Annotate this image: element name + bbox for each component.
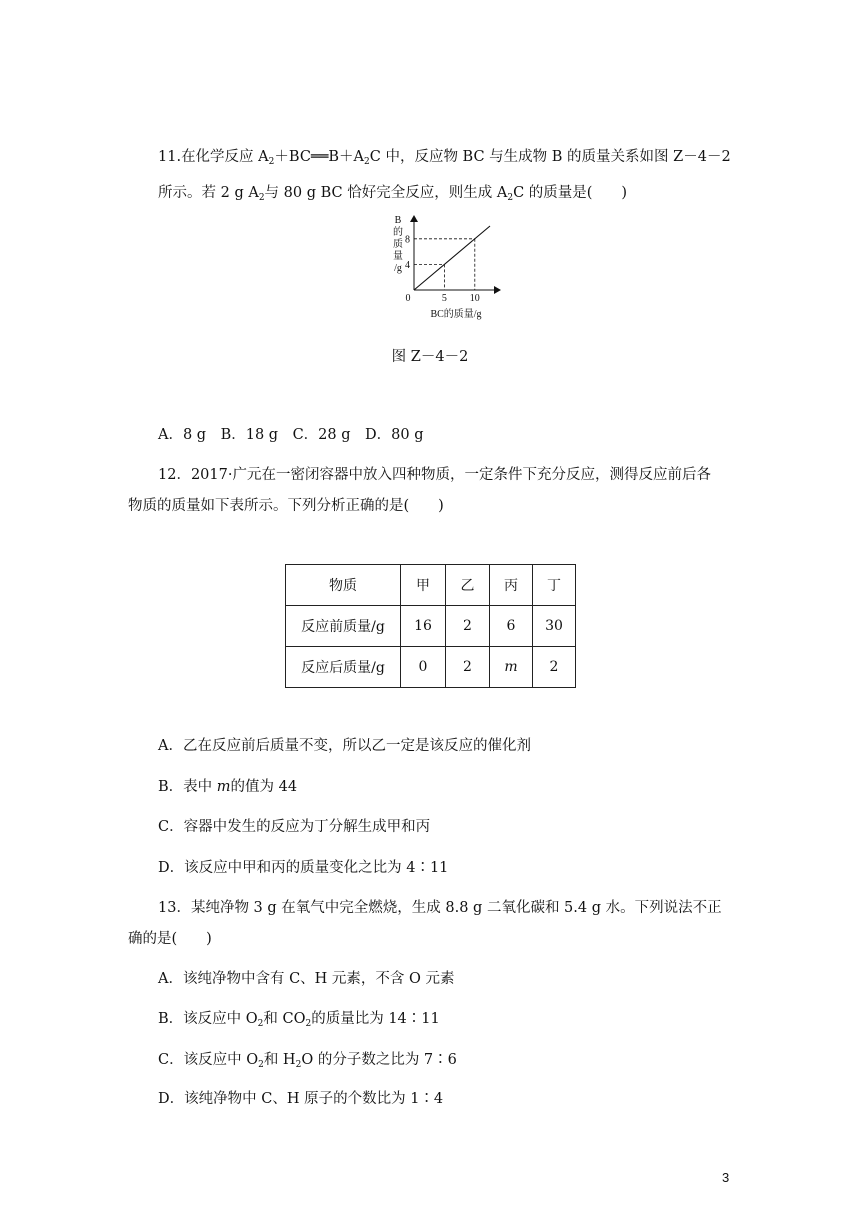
mass-table bbox=[285, 564, 576, 688]
question-13-option-a: A．该纯净物中含有 C、H 元素，不含 O 元素 bbox=[158, 971, 455, 987]
table-header-cell: 乙 bbox=[446, 565, 490, 606]
table-cell: 0 bbox=[401, 647, 446, 688]
table-header-cell: 甲 bbox=[401, 565, 446, 606]
question-12-option-c: C．容器中发生的反应为丁分解生成甲和丙 bbox=[158, 819, 431, 835]
y-tick-label: 8 bbox=[405, 234, 410, 246]
question-12-stem-line2: 物质的质量如下表所示。下列分析正确的是( ) bbox=[128, 498, 444, 514]
question-12-option-a: A．乙在反应前后质量不变，所以乙一定是该反应的催化剂 bbox=[158, 738, 531, 754]
y-axis-label-char: 量 bbox=[393, 251, 403, 262]
table-header-cell: 丁 bbox=[533, 565, 576, 606]
table-header-row bbox=[286, 565, 576, 606]
series-line bbox=[414, 226, 490, 290]
mass-relation-chart bbox=[380, 212, 510, 324]
question-12-stem-line1: 12．2017·广元在一密闭容器中放入四种物质，一定条件下充分反应，测得反应前后各 bbox=[158, 467, 711, 483]
y-axis-label-char: B bbox=[394, 215, 402, 226]
y-axis-label-char: 的 bbox=[393, 227, 403, 238]
figure-caption: 图 Z－4－2 bbox=[391, 349, 469, 365]
question-13-option-b: B．该反应中 $O_2$和 $CO_2$的质量比为 14∶11 bbox=[158, 1011, 440, 1029]
table-cell: 2 bbox=[533, 647, 576, 688]
table-cell: 2 bbox=[446, 647, 490, 688]
question-13-stem-line1: 13．某纯净物 3 g 在氧气中完全燃烧，生成 8.8 g 二氧化碳和 5.4 g 水。下列说法不正 bbox=[158, 900, 722, 916]
question-11-options: A．8 g B．18 g C．28 g D．80 g bbox=[158, 427, 424, 443]
x-tick-label: 10 bbox=[469, 293, 480, 304]
y-axis-label-char: 质 bbox=[393, 239, 403, 250]
origin-label: 0 bbox=[405, 293, 411, 304]
question-12-option-d: D．该反应中甲和丙的质量变化之比为 4∶11 bbox=[158, 860, 449, 876]
question-11-stem: 11.在化学反应 $A_2+BC══B+A_2C$ 中，反应物 BC 与生成物 B 的质量关系如图 Z－4－2 所示。若 2 g $A_2$与 80 g BC 恰好完全反应，则生成 $A_2C$ 的质量是( ) bbox=[158, 149, 731, 203]
table-cell: 反应后质量/g bbox=[286, 647, 401, 688]
table-cell: 16 bbox=[401, 606, 446, 647]
page-number: 3 bbox=[722, 1170, 730, 1185]
table-cell: m bbox=[490, 647, 533, 688]
table-cell: 30 bbox=[533, 606, 576, 647]
table-cell: 反应前质量/g bbox=[286, 606, 401, 647]
table-header-cell: 丙 bbox=[490, 565, 533, 606]
question-13-stem-line2: 确的是( ) bbox=[128, 931, 212, 947]
question-number: 11. bbox=[158, 149, 182, 165]
table-cell: 6 bbox=[490, 606, 533, 647]
question-13-option-c: C．该反应中 $O_2$和 $H_2O$ 的分子数之比为 7∶6 bbox=[158, 1052, 457, 1070]
y-tick-label: 4 bbox=[405, 259, 410, 271]
x-tick-label: 5 bbox=[441, 293, 447, 304]
x-axis-label: BC的质量/g bbox=[430, 309, 482, 320]
question-12-option-b: B．表中 m的值为 44 bbox=[158, 779, 298, 795]
table-cell: 2 bbox=[446, 606, 490, 647]
table-header-cell: 物质 bbox=[286, 565, 401, 606]
table-row bbox=[286, 606, 576, 647]
question-13-option-d: D．该纯净物中 C、H 原子的个数比为 1∶4 bbox=[158, 1091, 444, 1107]
y-axis-label-char: /g bbox=[394, 263, 402, 274]
table-row bbox=[286, 647, 576, 688]
